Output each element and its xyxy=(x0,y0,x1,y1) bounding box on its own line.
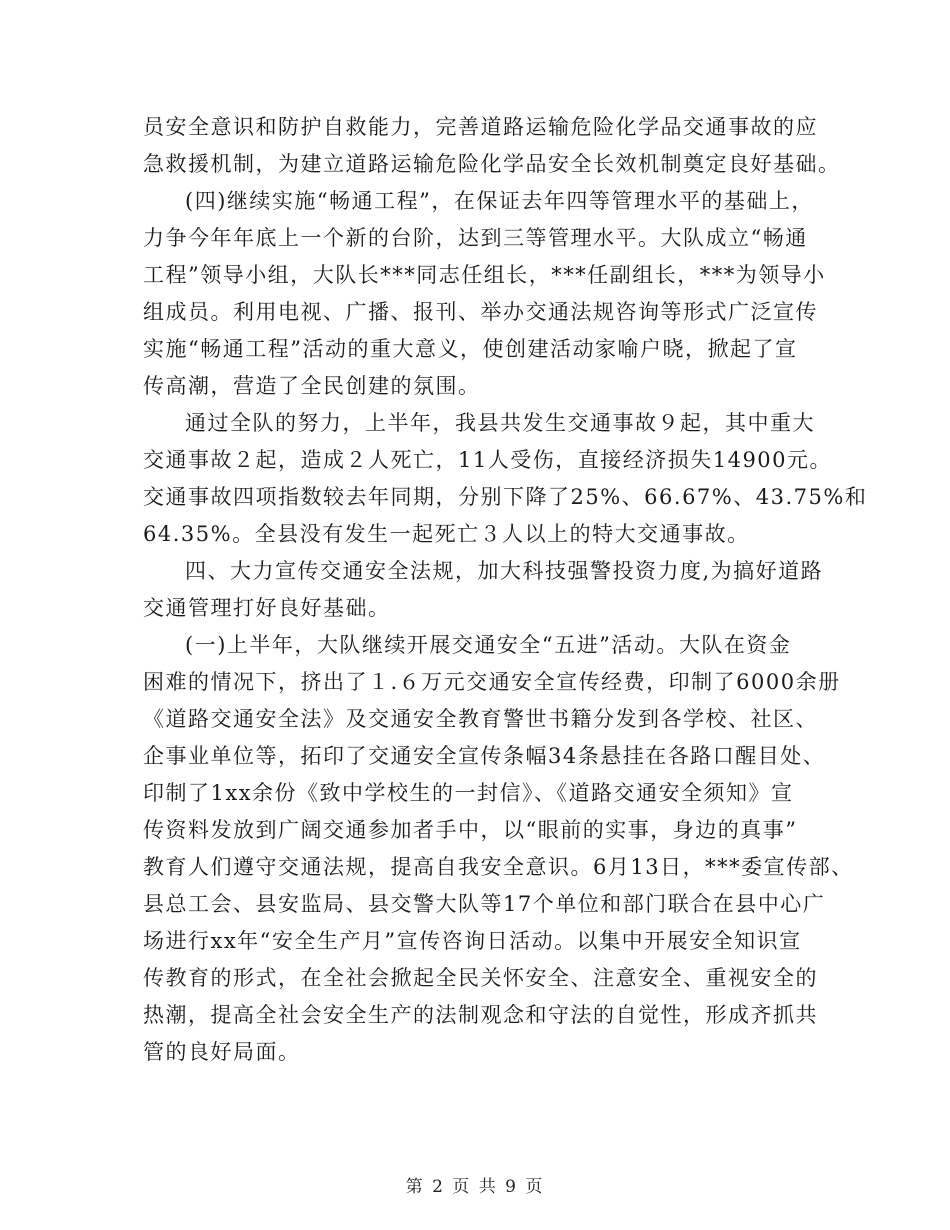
paragraph-start-line: 通过全队的努力，上半年，我县共发生交通事故９起，其中重大 xyxy=(185,411,815,435)
body-line: 热潮，提高全社会安全生产的法制观念和守法的自觉性，形成齐抓共 xyxy=(143,1003,818,1027)
body-line: 管的良好局面。 xyxy=(143,1040,301,1064)
section-heading-line: 四、大力宣传交通安全法规，加大科技强警投资力度,为搞好道路 xyxy=(185,559,824,583)
body-line: 组成员。利用电视、广播、报刊、举办交通法规咨询等形式广泛宣传 xyxy=(143,300,818,324)
body-line: 交通事故四项指数较去年同期，分别下降了25%、66.67%、43.75%和 xyxy=(143,485,868,509)
section-heading-line: 交通管理打好良好基础。 xyxy=(143,596,391,620)
body-line: 场进行xx年“安全生产月”宣传咨询日活动。以集中开展安全知识宣 xyxy=(143,929,802,953)
body-line: 64.35%。全县没有发生一起死亡３人以上的特大交通事故。 xyxy=(143,522,750,546)
body-line: 工程”领导小组，大队长***同志任组长，***任副组长，***为领导小 xyxy=(143,263,826,287)
body-line: 员安全意识和防护自救能力，完善道路运输危险化学品交通事故的应 xyxy=(143,115,818,139)
body-line: 传高潮，营造了全民创建的氛围。 xyxy=(143,374,481,398)
body-line: 急救援机制，为建立道路运输危险化学品安全长效机制奠定良好基础。 xyxy=(143,152,841,176)
body-line: 印制了1xx余份《致中学校生的一封信》、《道路交通安全须知》宣 xyxy=(143,781,794,805)
paragraph-start-line: (四)继续实施“畅通工程”，在保证去年四等管理水平的基础上， xyxy=(185,189,814,213)
body-line: 传资料发放到广阔交通参加者手中，以“眼前的实事，身边的真事” xyxy=(143,818,798,842)
body-line: 传教育的形式，在全社会掀起全民关怀安全、注意安全、重视安全的 xyxy=(143,966,818,990)
body-line: 《道路交通安全法》及交通安全教育警世书籍分发到各学校、社区、 xyxy=(143,707,818,731)
body-line: 力争今年年底上一个新的台阶，达到三等管理水平。大队成立“畅通 xyxy=(143,226,808,250)
page-number-footer: 第 2 页 共 9 页 xyxy=(405,1177,545,1197)
body-line: 实施“畅通工程”活动的重大意义，使创建活动家喻户晓，掀起了宣 xyxy=(143,337,798,361)
body-line: 交通事故２起，造成２人死亡，11人受伤，直接经济损失14900元。 xyxy=(143,448,833,472)
body-line: 企事业单位等，拓印了交通安全宣传条幅34条悬挂在各路口醒目处、 xyxy=(143,744,826,768)
body-line: 县总工会、县安监局、县交警大队等17个单位和部门联合在县中心广 xyxy=(143,892,826,916)
body-line: 困难的情况下，挤出了１.６万元交通安全宣传经费，印制了6000余册 xyxy=(143,670,841,694)
body-line: 教育人们遵守交通法规，提高自我安全意识。6月13日，***委宣传部、 xyxy=(143,855,854,879)
paragraph-start-line: (一)上半年，大队继续开展交通安全“五进”活动。大队在资金 xyxy=(185,633,792,657)
